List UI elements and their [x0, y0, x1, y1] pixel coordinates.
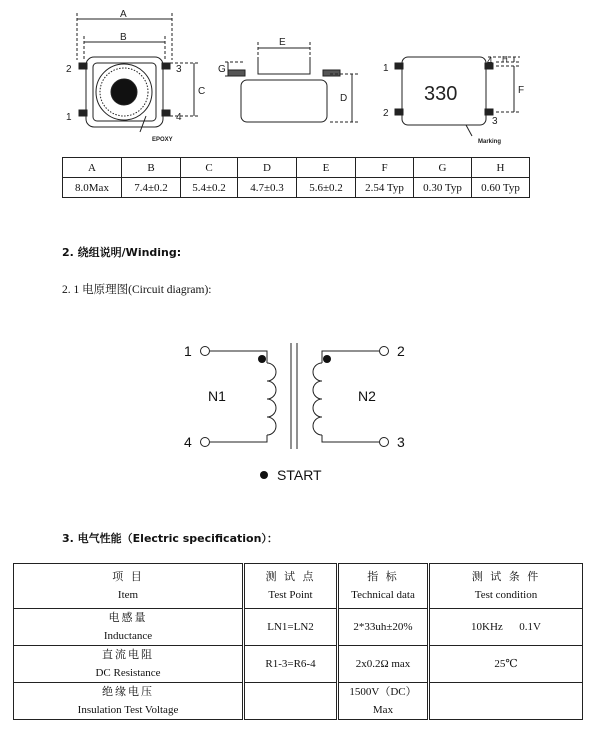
- dimension-header-row: [63, 158, 530, 178]
- dim-value-cell: 0.60 Typ: [472, 178, 530, 198]
- dim-header-cell: C: [181, 158, 238, 178]
- terminal-1: [201, 347, 210, 356]
- top-pin-4: 4: [176, 112, 182, 123]
- spec-condition: 10KHz 0.1V: [429, 609, 583, 646]
- start-label: START: [277, 467, 322, 483]
- spec-condition: 25℃: [429, 646, 583, 683]
- spec-row: [14, 609, 583, 646]
- mark-pin-1: 1: [383, 63, 389, 74]
- pin-2-label: 2: [397, 343, 405, 359]
- spec-item-inductance: 电感量 Inductance: [14, 609, 244, 646]
- start-dot: [260, 471, 268, 479]
- dim-header-cell: H: [472, 158, 530, 178]
- marking-label: Marking: [478, 139, 502, 145]
- terminal-2: [380, 347, 389, 356]
- dim-value-cell: 4.7±0.3: [238, 178, 297, 198]
- dim-value-cell: 5.4±0.2: [181, 178, 238, 198]
- spec-techdata: 1500V（DC） Max: [338, 683, 429, 720]
- dim-value-cell: 5.6±0.2: [297, 178, 356, 198]
- spec-testpoint: LN1=LN2: [244, 609, 338, 646]
- winding-n2: [313, 363, 322, 435]
- spec-testpoint: [244, 683, 338, 720]
- pin-4-label: 4: [184, 434, 192, 450]
- section2-subheading: 2. 1 电原理图(Circuit diagram):: [62, 284, 212, 296]
- spec-testpoint: R1-3=R6-4: [244, 646, 338, 683]
- section3-heading: 3. 电气性能（Electric specification）：: [62, 532, 278, 545]
- spec-condition: [429, 683, 583, 720]
- dim-G-label: G: [218, 64, 226, 75]
- dim-D-label: D: [340, 93, 348, 104]
- dim-header-cell: G: [414, 158, 472, 178]
- marking-text: 330: [424, 83, 458, 105]
- dim-value-cell: 8.0Max: [63, 178, 122, 198]
- spec-row: [14, 683, 583, 720]
- n1-label: N1: [208, 388, 226, 404]
- spec-item-insulation: 绝缘电压 Insulation Test Voltage: [14, 683, 244, 720]
- spec-header-condition: 测 试 条 件 Test condition: [429, 564, 583, 609]
- dim-E-label: E: [279, 37, 286, 48]
- dim-value-cell: 0.30 Typ: [414, 178, 472, 198]
- top-pin-1: 1: [66, 112, 72, 123]
- dim-value-cell: 7.4±0.2: [122, 178, 181, 198]
- spec-header-row: [14, 564, 583, 609]
- dim-B-label: B: [120, 32, 127, 43]
- dim-header-cell: A: [63, 158, 122, 178]
- marking-view: [395, 57, 520, 136]
- mark-pin-3: 3: [492, 116, 498, 127]
- dim-header-cell: B: [122, 158, 181, 178]
- epoxy-label: EPOXY: [152, 137, 173, 143]
- pin-1-label: 1: [184, 343, 192, 359]
- spec-row: [14, 646, 583, 683]
- dim-header-cell: D: [238, 158, 297, 178]
- spec-techdata: 2x0.2Ω max: [338, 646, 429, 683]
- circuit-diagram: [170, 335, 430, 490]
- side-view: [225, 42, 358, 122]
- dim-header-cell: E: [297, 158, 356, 178]
- pin-3-label: 3: [397, 434, 405, 450]
- dimension-value-row: [63, 178, 530, 198]
- dim-H-label: H: [502, 55, 508, 64]
- terminal-4: [201, 438, 210, 447]
- dot-start-n1: [258, 355, 266, 363]
- mark-pin-2: 2: [383, 108, 389, 119]
- spec-item-dc-resistance: 直流电阻 DC Resistance: [14, 646, 244, 683]
- winding-n1: [267, 363, 276, 435]
- spec-techdata: 2*33uh±20%: [338, 609, 429, 646]
- dimension-table: [62, 157, 530, 198]
- dim-A-label: A: [120, 9, 127, 20]
- dim-header-cell: F: [356, 158, 414, 178]
- section2-heading: 2. 绕组说明/Winding:: [62, 246, 182, 259]
- dot-start-n2: [323, 355, 331, 363]
- dimension-drawing: [0, 0, 600, 150]
- dim-value-cell: 2.54 Typ: [356, 178, 414, 198]
- spec-header-testpoint: 测 试 点 Test Point: [244, 564, 338, 609]
- spec-header-techdata: 指 标 Technical data: [338, 564, 429, 609]
- n2-label: N2: [358, 388, 376, 404]
- top-pin-3: 3: [176, 64, 182, 75]
- top-pin-2: 2: [66, 64, 72, 75]
- dim-F-label: F: [518, 85, 525, 96]
- mark-pin-4: 4: [487, 56, 493, 67]
- terminal-3: [380, 438, 389, 447]
- dim-C-label: C: [198, 86, 206, 97]
- spec-table: [13, 563, 583, 720]
- spec-header-item: 项 目 Item: [14, 564, 244, 609]
